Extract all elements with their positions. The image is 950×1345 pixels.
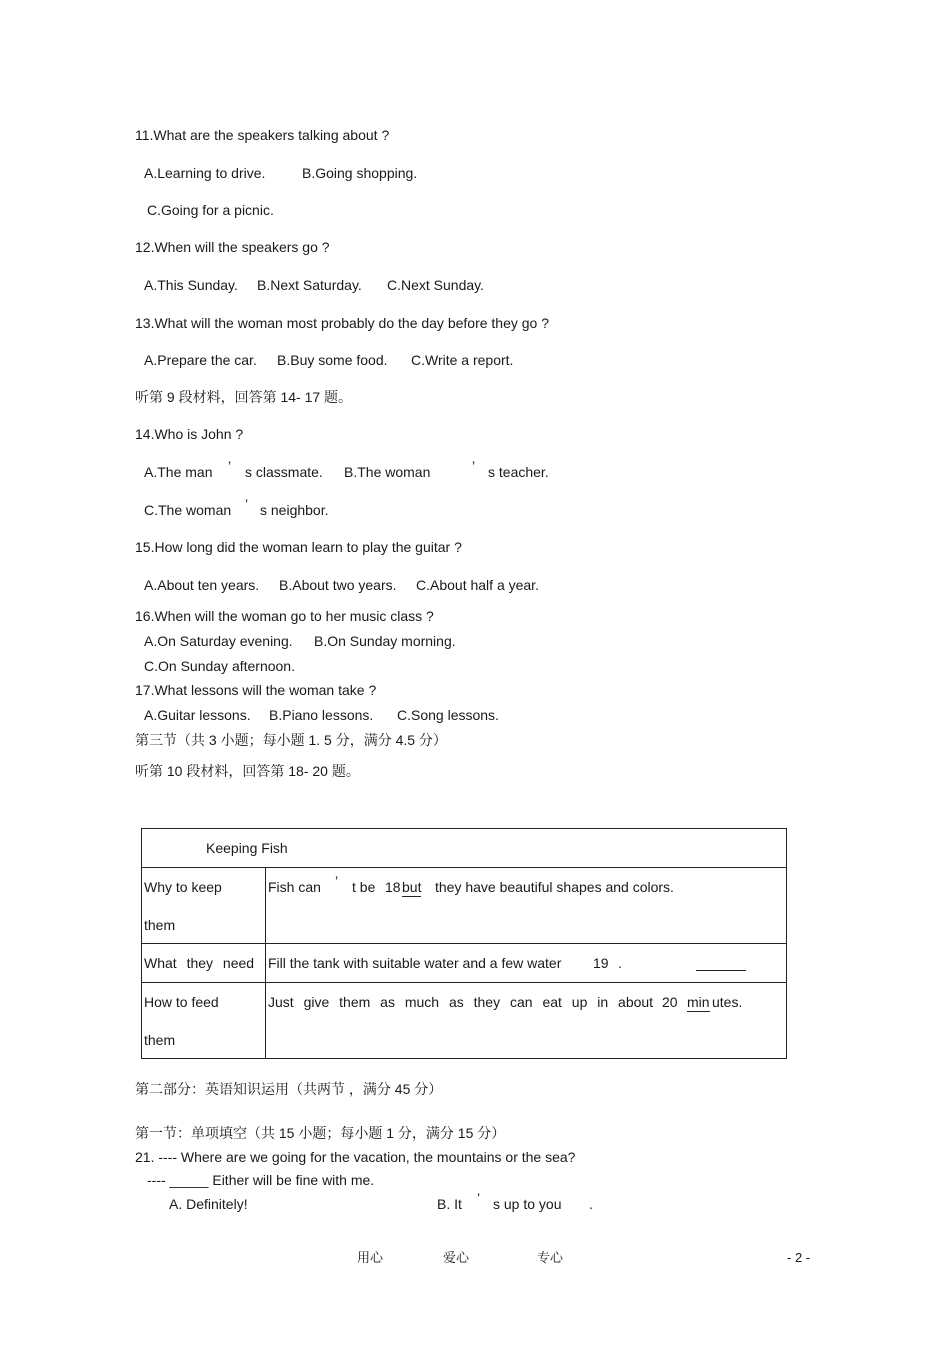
apostrophe: ’ bbox=[245, 496, 249, 512]
q21-option-b-period: . bbox=[589, 1196, 593, 1212]
q21-stem: 21. ---- Where are we going for the vacation, the mountains or the sea? bbox=[135, 1149, 576, 1165]
row1-text-part2: t be bbox=[352, 879, 376, 895]
q16-option-a: A.On Saturday evening. bbox=[144, 633, 293, 649]
q11-option-c: C.Going for a picnic. bbox=[147, 202, 274, 218]
q14-option-a-part2: s classmate. bbox=[245, 464, 323, 480]
table-content-cell bbox=[266, 868, 787, 944]
q16-option-b: B.On Sunday morning. bbox=[314, 633, 456, 649]
q17-option-c: C.Song lessons. bbox=[397, 707, 499, 723]
q16-option-c: C.On Sunday afternoon. bbox=[144, 658, 295, 674]
section-9-heading: 听第 9 段材料，回答第 14- 17 题。 bbox=[135, 389, 353, 405]
footer-word-2: 爱心 bbox=[443, 1250, 470, 1265]
table-label-cell bbox=[142, 868, 266, 944]
q17-option-b: B.Piano lessons. bbox=[269, 707, 374, 723]
q12-option-a: A.This Sunday. bbox=[144, 277, 238, 293]
row1-text-part3: they have beautiful shapes and colors. bbox=[435, 879, 674, 895]
row1-text-part1: Fish can bbox=[268, 879, 321, 895]
row3-text-tail: utes. bbox=[712, 994, 743, 1010]
row3-text: Just give them as much as they can eat up in about bbox=[268, 994, 654, 1010]
keeping-fish-table bbox=[141, 828, 787, 1059]
q21-reply: ---- _____ Either will be fine with me. bbox=[147, 1172, 375, 1188]
row1-label-line2: them bbox=[144, 917, 176, 933]
blank-18: but bbox=[402, 879, 422, 895]
q14-option-a-part1: A.The man bbox=[144, 464, 213, 480]
q14-option-c-part1: C.The woman bbox=[144, 502, 232, 518]
section-10-heading: 听第 10 段材料，回答第 18- 20 题。 bbox=[135, 763, 360, 779]
table-row bbox=[142, 944, 787, 983]
q21-option-b-part2: s up to you bbox=[493, 1196, 562, 1212]
q17-stem: 17.What lessons will the woman take ? bbox=[135, 682, 377, 698]
q12-option-b: B.Next Saturday. bbox=[257, 277, 362, 293]
table-label-cell bbox=[142, 944, 266, 983]
q15-option-c: C.About half a year. bbox=[416, 577, 539, 593]
q13-option-b: B.Buy some food. bbox=[277, 352, 388, 368]
q14-stem: 14.Who is John ? bbox=[135, 426, 244, 442]
q14-option-c-part2: s neighbor. bbox=[260, 502, 329, 518]
page-number: - 2 - bbox=[787, 1250, 811, 1265]
q12-option-c: C.Next Sunday. bbox=[387, 277, 485, 293]
blank-18-number: 18 bbox=[385, 879, 401, 895]
table-content-cell bbox=[266, 944, 787, 983]
q16-stem: 16.When will the woman go to her music class ? bbox=[135, 608, 434, 624]
q13-stem: 13.What will the woman most probably do the day before they go ? bbox=[135, 315, 550, 331]
q13-option-c: C.Write a report. bbox=[411, 352, 514, 368]
q13-option-a: A.Prepare the car. bbox=[144, 352, 257, 368]
table-label-cell bbox=[142, 983, 266, 1059]
row3-label-line2: them bbox=[144, 1032, 176, 1048]
blank-19-number: 19 bbox=[593, 955, 609, 971]
q17-option-a: A.Guitar lessons. bbox=[144, 707, 251, 723]
q14-option-b-part1: B.The woman bbox=[344, 464, 431, 480]
blank-20: min bbox=[687, 994, 710, 1010]
part2-section1-heading: 第一节：单项填空（共 15 小题；每小题 1 分，满分 15 分） bbox=[135, 1125, 506, 1141]
part2-title: 第二部分：英语知识运用（共两节 ，满分 45 分） bbox=[135, 1081, 443, 1097]
apostrophe: ’ bbox=[335, 873, 339, 889]
q15-option-b: B.About two years. bbox=[279, 577, 397, 593]
table-row bbox=[142, 983, 787, 1059]
table-row bbox=[142, 868, 787, 944]
row2-label: What they need bbox=[144, 955, 255, 971]
row2-period: . bbox=[618, 955, 622, 971]
q11-option-b: B.Going shopping. bbox=[302, 165, 418, 181]
blank-19-line bbox=[696, 970, 746, 971]
apostrophe: ’ bbox=[477, 1190, 481, 1206]
apostrophe: ’ bbox=[228, 458, 232, 474]
footer-word-1: 用心 bbox=[357, 1250, 384, 1265]
blank-20-number: 20 bbox=[662, 994, 678, 1010]
footer-word-3: 专心 bbox=[537, 1250, 564, 1265]
q21-option-a: A. Definitely! bbox=[169, 1196, 248, 1212]
table-title: Keeping Fish bbox=[206, 840, 288, 856]
q21-option-b-part1: B. It bbox=[437, 1196, 462, 1212]
table-row bbox=[142, 829, 787, 868]
q14-option-b-part2: s teacher. bbox=[488, 464, 549, 480]
q15-option-a: A.About ten years. bbox=[144, 577, 260, 593]
q11-option-a: A.Learning to drive. bbox=[144, 165, 266, 181]
table-title-cell bbox=[142, 829, 787, 868]
section-3-heading: 第三节（共 3 小题；每小题 1. 5 分，满分 4.5 分） bbox=[135, 732, 447, 748]
row3-label-line1: How to feed bbox=[144, 994, 219, 1010]
row2-text: Fill the tank with suitable water and a few water bbox=[268, 955, 562, 971]
q15-stem: 15.How long did the woman learn to play the guitar ? bbox=[135, 539, 462, 555]
row1-label-line1: Why to keep bbox=[144, 879, 222, 895]
q12-stem: 12.When will the speakers go ? bbox=[135, 239, 330, 255]
q11-stem: 11.What are the speakers talking about ? bbox=[135, 127, 390, 143]
table-content-cell bbox=[266, 983, 787, 1059]
apostrophe: ’ bbox=[472, 458, 476, 474]
